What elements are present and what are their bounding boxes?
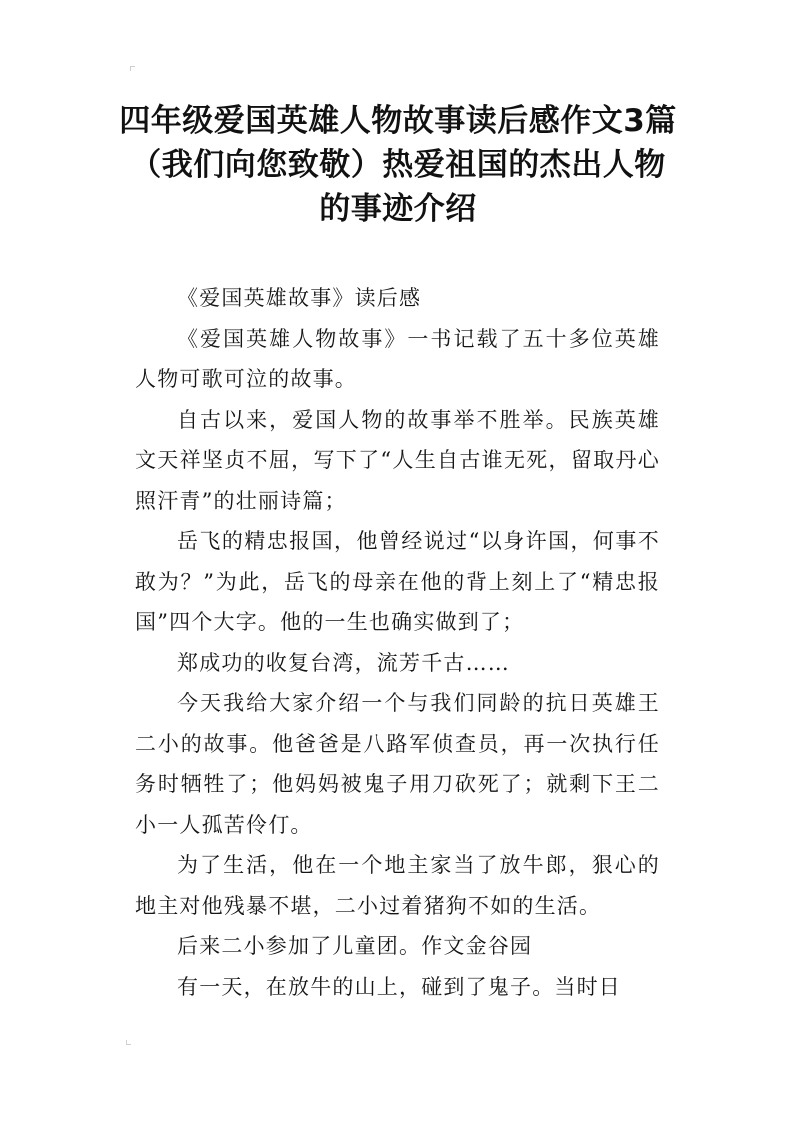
page-corner-mark: [126, 1040, 131, 1045]
page-corner-mark: [130, 66, 135, 71]
paragraph: 今天我给大家介绍一个与我们同龄的抗日英雄王二小的故事。他爸爸是八路军侦查员，再一次执行任务时牺牲了；他妈妈被鬼子用刀砍死了；就剩下王二小一人孤苦伶仃。: [135, 691, 660, 837]
paragraph: 后来二小参加了儿童团。作文金谷园: [177, 934, 533, 958]
paragraph: 郑成功的收复台湾，流芳千古……: [177, 650, 510, 675]
paragraph: 《爱国英雄故事》读后感: [177, 286, 422, 310]
paragraph: 有一天，在放牛的山上，碰到了鬼子。当时日: [177, 974, 621, 999]
document-body: [135, 278, 660, 1007]
paragraph: 自古以来，爱国人物的故事举不胜举。民族英雄文天祥坚贞不屈，写下了“人生自古谁无死，留取丹心照汗青”的壮丽诗篇；: [135, 407, 660, 513]
paragraph: 《爱国英雄人物故事》一书记载了五十多位英雄人物可歌可泣的故事。: [135, 326, 660, 391]
paragraph: 岳飞的精忠报国，他曾经说过“以身许国，何事不敢为？”为此，岳飞的母亲在他的背上刻上了“精忠报国”四个大字。他的一生也确实做到了；: [135, 529, 660, 634]
paragraph: 为了生活，他在一个地主家当了放牛郎，狠心的地主对他残暴不堪，二小过着猪狗不如的生活。: [135, 853, 660, 918]
document-title: 四年级爱国英雄人物故事读后感作文3篇（我们向您致敬）热爱祖国的杰出人物的事迹介绍: [119, 103, 677, 227]
